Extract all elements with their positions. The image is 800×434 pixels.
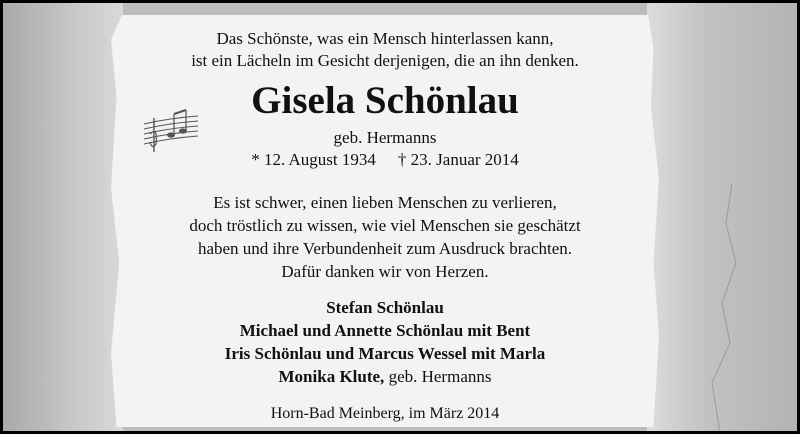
quote-line: ist ein Lächeln im Gesicht derjenigen, die an ihn denken. bbox=[191, 51, 579, 70]
paper-crack-decoration bbox=[692, 183, 752, 433]
family-member bbox=[120, 365, 650, 388]
family-member-note: geb. Hermanns bbox=[384, 367, 492, 386]
death-date: † 23. Januar 2014 bbox=[397, 150, 519, 169]
maiden-name: geb. Hermanns bbox=[333, 128, 437, 147]
family-member: Iris Schönlau und Marcus Wessel mit Marla bbox=[224, 344, 546, 363]
obituary-content bbox=[120, 28, 650, 424]
family-member: Stefan Schönlau bbox=[326, 298, 444, 317]
quote bbox=[120, 28, 650, 72]
quote-line: Das Schönste, was ein Mensch hinterlassen kann, bbox=[216, 29, 554, 48]
thanks-line: Dafür danken wir von Herzen. bbox=[281, 262, 489, 281]
family-member: Michael und Annette Schönlau mit Bent bbox=[239, 321, 531, 340]
background-left bbox=[3, 3, 123, 431]
thanks-line: Es ist schwer, einen lieben Menschen zu verlieren, bbox=[213, 193, 557, 212]
birth-date: * 12. August 1934 bbox=[251, 150, 376, 169]
place-and-date: Horn-Bad Meinberg, im März 2014 bbox=[270, 405, 500, 422]
thanks-line: haben und ihre Verbundenheit zum Ausdruck brachten. bbox=[197, 239, 573, 258]
deceased-name: Gisela Schönlau bbox=[251, 79, 519, 122]
thanks-line: doch tröstlich zu wissen, wie viel Menschen sie geschätzt bbox=[189, 216, 581, 235]
family-member-name: Monika Klute, bbox=[278, 367, 385, 386]
life-dates bbox=[120, 149, 650, 171]
thanks-text bbox=[120, 191, 650, 283]
family-list bbox=[120, 296, 650, 388]
